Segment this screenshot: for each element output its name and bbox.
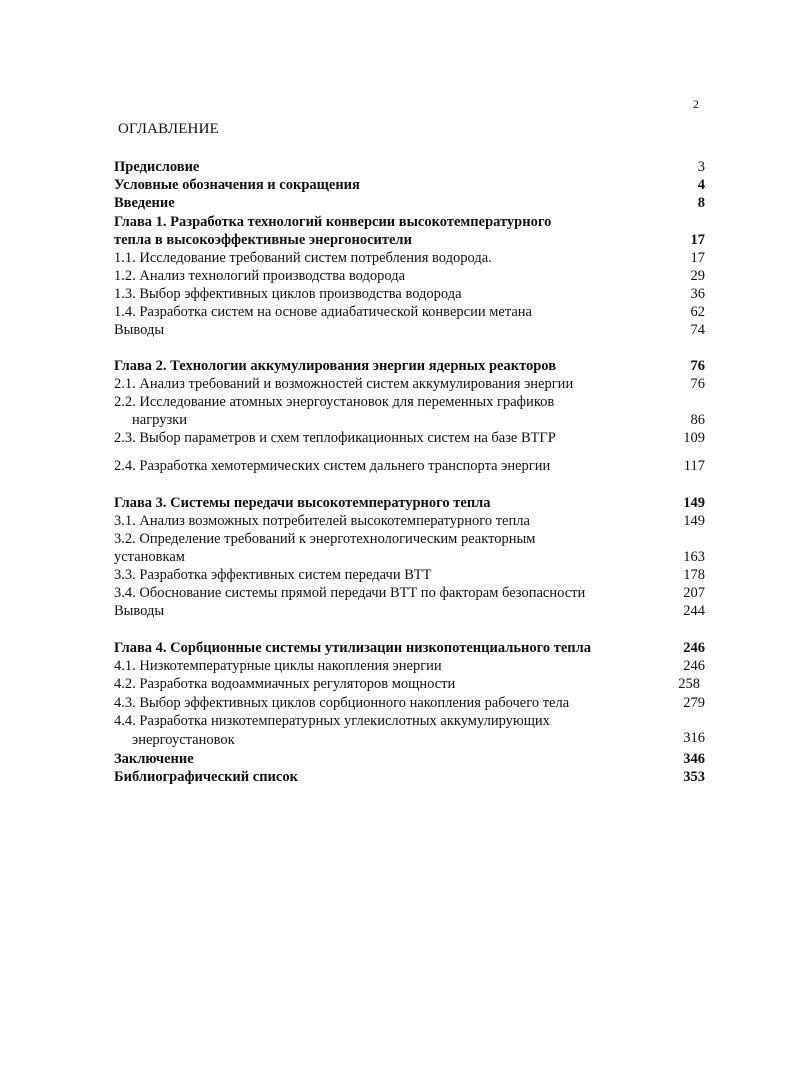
entry-page: 8 <box>697 195 705 211</box>
toc-chapter-1-title-line2[interactable] <box>114 231 714 249</box>
entry-page: 76 <box>690 376 705 392</box>
toc-entry-4-4-line1[interactable] <box>114 712 714 730</box>
toc-chapter-2[interactable] <box>114 357 714 375</box>
entry-page: 74 <box>690 322 705 338</box>
entry-title: Выводы <box>114 603 165 619</box>
entry-page: 346 <box>683 751 705 767</box>
entry-page: 149 <box>683 513 705 529</box>
entry-page: 178 <box>683 567 705 583</box>
toc-entry-preface[interactable] <box>114 158 714 176</box>
entry-page: 163 <box>683 549 705 565</box>
entry-title: 4.2. Разработка водоаммиачных регуляторов мощности <box>114 676 456 692</box>
entry-title: Заключение <box>114 751 194 767</box>
toc-entry-3-2-line1[interactable] <box>114 530 714 548</box>
entry-page: 36 <box>690 286 705 302</box>
entry-title: Библиографический список <box>114 769 298 785</box>
entry-page: 279 <box>683 695 705 711</box>
entry-title: 3.2. Определение требований к энерготехнологическим реакторным <box>114 531 536 547</box>
entry-title: 4.1. Низкотемпературные циклы накопления энергии <box>114 658 442 674</box>
entry-title: 2.2. Исследование атомных энергоустановок для переменных графиков <box>114 394 555 410</box>
entry-title: 2.1. Анализ требований и возможностей систем аккумулирования энергии <box>114 376 574 392</box>
toc-chapter-4[interactable] <box>114 639 714 657</box>
entry-title: 1.3. Выбор эффективных циклов производства водорода <box>114 286 462 302</box>
toc-entry-ch1-conclusions[interactable] <box>114 321 714 339</box>
entry-title: Условные обозначения и сокращения <box>114 177 360 193</box>
entry-page: 316 <box>683 730 705 746</box>
entry-page: 17 <box>690 232 705 248</box>
entry-title: Глава 4. Сорбционные системы утилизации низкопотенциального тепла <box>114 640 592 656</box>
entry-title: установкам <box>114 549 185 565</box>
entry-title: 2.3. Выбор параметров и схем теплофикационных систем на базе ВТГР <box>114 430 556 446</box>
entry-page: 29 <box>690 268 705 284</box>
entry-title: энергоустановок <box>132 732 235 748</box>
toc-entry-2-2-line2[interactable] <box>114 411 714 429</box>
entry-title: тепла в высокоэффективные энергоносители <box>114 232 412 248</box>
entry-title: 4.4. Разработка низкотемпературных углекислотных аккумулирующих <box>114 713 550 729</box>
entry-title: Глава 1. Разработка технологий конверсии высокотемпературного <box>114 214 552 230</box>
entry-title: 1.4. Разработка систем на основе адиабатической конверсии метана <box>114 304 532 320</box>
toc-chapter-1-title-line1[interactable] <box>114 213 714 231</box>
entry-page: 76 <box>690 358 705 374</box>
entry-page: 244 <box>683 603 705 619</box>
entry-page: 17 <box>690 250 705 266</box>
entry-page: 246 <box>683 658 705 674</box>
entry-page: 3 <box>697 159 705 175</box>
toc-entry-1-3[interactable] <box>114 285 714 303</box>
entry-page: 109 <box>683 430 705 446</box>
entry-title: 3.4. Обоснование системы прямой передачи ВТТ по факторам безопасности <box>114 585 586 601</box>
entry-title: Глава 3. Системы передачи высокотемпературного тепла <box>114 495 491 511</box>
entry-title: 1.1. Исследование требований систем потребления водорода. <box>114 250 492 266</box>
entry-page: 62 <box>690 304 705 320</box>
toc-entry-4-1[interactable] <box>114 657 714 675</box>
entry-page: 4 <box>697 177 705 193</box>
toc-entry-1-1[interactable] <box>114 249 714 267</box>
entry-title: нагрузки <box>132 412 187 428</box>
entry-page: 207 <box>683 585 705 601</box>
entry-title: 1.2. Анализ технологий производства водорода <box>114 268 406 284</box>
toc-entry-1-4[interactable] <box>114 303 714 321</box>
entry-title: 3.3. Разработка эффективных систем передачи ВТТ <box>114 567 432 583</box>
toc-entry-4-4-line2[interactable] <box>114 731 714 749</box>
toc-entry-introduction[interactable] <box>114 194 714 212</box>
entry-page: 246 <box>683 640 705 656</box>
entry-page: 353 <box>683 769 705 785</box>
entry-page: 117 <box>683 458 705 474</box>
entry-title: 2.4. Разработка хемотермических систем дальнего транспорта энергии <box>114 458 551 474</box>
entry-title: 3.1. Анализ возможных потребителей высокотемпературного тепла <box>114 513 530 529</box>
toc-entry-bibliography[interactable] <box>114 768 714 786</box>
toc-entry-abbreviations[interactable] <box>114 176 714 194</box>
toc-entry-1-2[interactable] <box>114 267 714 285</box>
entry-page: 149 <box>683 495 705 511</box>
toc-entry-3-1[interactable] <box>114 512 714 530</box>
toc-entry-4-3[interactable] <box>114 694 714 712</box>
page-number: 2 <box>693 97 699 111</box>
toc-entry-2-3[interactable] <box>114 429 714 447</box>
toc-heading: ОГЛАВЛЕНИЕ <box>118 121 219 137</box>
entry-page: 86 <box>690 412 705 428</box>
toc-entry-3-3[interactable] <box>114 566 714 584</box>
toc-chapter-3[interactable] <box>114 494 714 512</box>
entry-title: 4.3. Выбор эффективных циклов сорбционного накопления рабочего тела <box>114 695 570 711</box>
toc-entry-4-2[interactable] <box>114 675 714 693</box>
toc-entry-2-4[interactable] <box>114 457 714 475</box>
toc-entry-conclusion[interactable] <box>114 750 714 768</box>
entry-title: Выводы <box>114 322 165 338</box>
toc-entry-2-2-line1[interactable] <box>114 393 714 411</box>
entry-page: 258 <box>678 676 700 692</box>
entry-title: Введение <box>114 195 175 211</box>
toc-entry-ch3-conclusions[interactable] <box>114 602 714 620</box>
toc-entry-3-4[interactable] <box>114 584 714 602</box>
toc-entry-3-2-line2[interactable] <box>114 548 714 566</box>
entry-title: Глава 2. Технологии аккумулирования энергии ядерных реакторов <box>114 358 557 374</box>
toc-entry-2-1[interactable] <box>114 375 714 393</box>
entry-title: Предисловие <box>114 159 200 175</box>
